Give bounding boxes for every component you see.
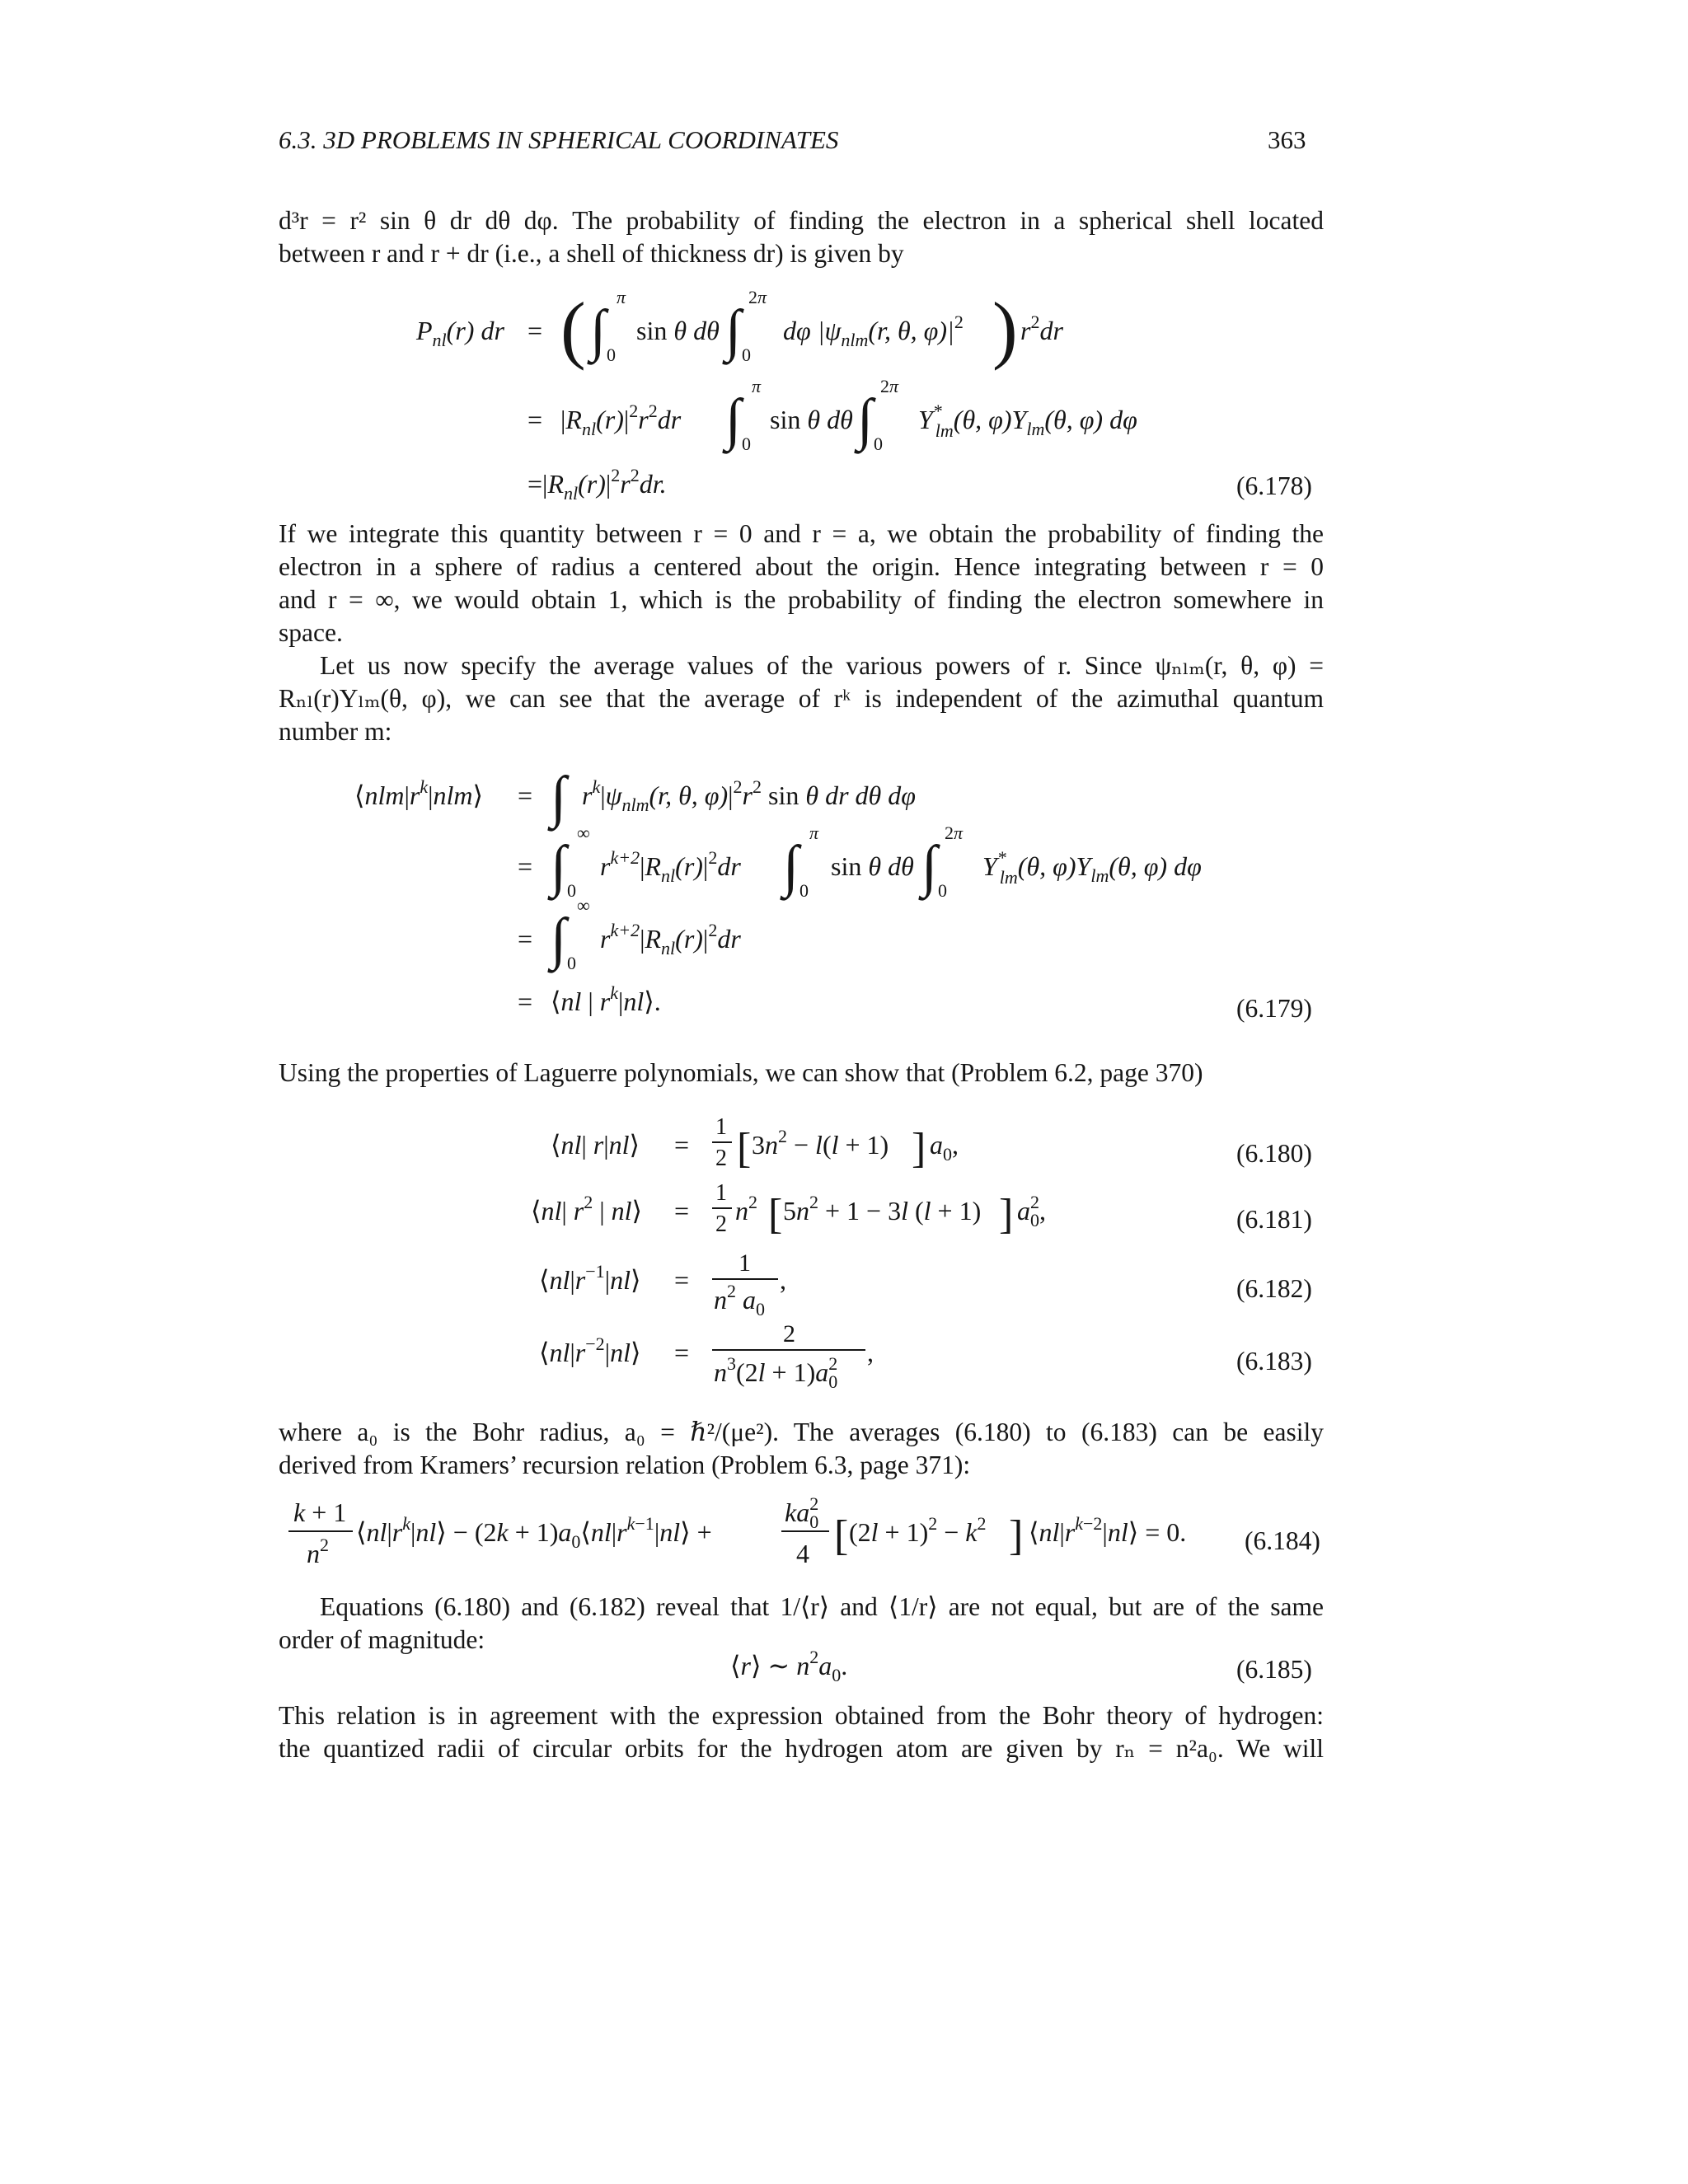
svg-text:⟨nl|r−2|nl⟩: $⟨nl|r^{-2}|nl⟩$ [539,1333,641,1367]
text-line: number m: [279,717,392,746]
svg-text:=: = [674,1196,690,1226]
svg-text:∫: ∫ [551,766,567,829]
svg-text:⟨nl|rk−2|nl⟩ = 0.: $⟨nl|r^{k-2}|nl⟩ = 0$. [1029,1513,1187,1547]
svg-text:2: 2 [715,1146,727,1171]
text-line: space. [279,618,343,647]
paragraph-bohr-radius [279,1416,1324,1482]
svg-text:∫: ∫ [921,835,938,898]
paragraph-intro [279,204,1324,270]
svg-text:2π: 2π [748,287,767,307]
text-line: Using the properties of Laguerre polynomials, we can show that (Problem 6.2, page 370) [279,1058,1203,1087]
svg-text:∫: ∫ [725,299,742,363]
svg-text:2: 2 [715,1212,727,1237]
svg-text:∫: ∫ [857,388,874,452]
svg-text:π: π [617,287,626,307]
svg-text:1: 1 [715,1180,727,1206]
equation-number: (6.183) [1236,1347,1312,1376]
svg-text:=: = [674,1265,690,1295]
svg-text:sin θ dθ: sin θ dθ [831,851,914,881]
svg-text:∫: ∫ [783,835,799,898]
svg-text:⟨r⟩ ∼ n2a0.: ⟨r⟩ ∼ $n^2a_0$. [730,1647,848,1685]
svg-text:4: 4 [796,1539,809,1568]
svg-text:=: = [518,987,533,1016]
equation-number: (6.185) [1236,1655,1312,1684]
text-line: Equations (6.180) and (6.182) reveal that 1/⟨r⟩ and ⟨1/r⟩ are not equal, but are of the same [320,1592,1324,1621]
text-line: order of magnitude: [279,1625,485,1654]
svg-text:∞: ∞ [577,823,590,843]
svg-text:∫: ∫ [551,907,567,971]
svg-text:π: π [752,376,762,396]
svg-text:0: 0 [742,434,751,454]
svg-text:=|Rnl(r)|2r2dr.: $=|R_{nl}(r)|^2r^2dr$. [528,465,667,504]
svg-text:⟨nlm|rk|nlm⟩: $⟨nlm|r^k|nlm⟩$ [354,776,483,810]
svg-text:n3(2l + 1)a20: $n^3(2l + 1)a^2$ 0 [714,1353,838,1392]
svg-text:0: 0 [938,880,947,901]
svg-text:⟨nl|r−1|nl⟩: $⟨nl|r^{-1}|nl⟩$ [539,1261,641,1295]
svg-text:(2l + 1)2 − k2: $(2l + 1)^2 - k^2$ [849,1513,987,1547]
svg-text:=: = [518,780,533,810]
equation-number: (6.180) [1236,1139,1312,1168]
svg-text:∫: ∫ [725,388,742,452]
text-line: Rₙₗ(r)Yₗₘ(θ, φ), we can see that the average of rᵏ is independent of the azimuthal quantum [279,684,1324,713]
running-header: 6.3. 3D PROBLEMS IN SPHERICAL COORDINATES [279,125,839,154]
text-line: This relation is in agreement with the expression obtained from the Bohr theory of hydrogen: [279,1701,1324,1730]
svg-text:=: = [674,1338,690,1367]
svg-text:rk|ψnlm(r, θ, φ)|2r2 sin θ dr: $r^k|\psi_{nlm}(r$, θ, $\varphi)|^2r^2$ sin θ dr dθ dφ [582,776,916,815]
svg-text:[: [ [768,1191,783,1238]
svg-text:∞: ∞ [577,895,590,916]
equations-moments-graphic [0,1096,1688,1393]
svg-text:): ) [992,287,1018,371]
svg-text:=: = [674,1130,690,1160]
text-line: and r = ∞, we would obtain 1, which is the probability of finding the electron somewhere in [279,585,1324,614]
svg-text:]: ] [999,1191,1014,1238]
text-line: between r and r + dr (i.e., a shell of thickness dr) is given by [279,239,904,268]
svg-text:⟨nl|rk|nl⟩ − (2k + 1)a0⟨nl|rk−: $⟨nl|r^k|nl⟩ - (2k$ + $1)a_0⟨nl|r^{k-1}|nl⟩$ + [356,1513,712,1552]
svg-text:⟨nl| r2 | nl⟩: ⟨nl| $r^2$ | nl⟩ [531,1192,643,1226]
svg-text:n2: $n^2$ [735,1192,757,1226]
text-line: electron in a sphere of radius a centered about the origin. Hence integrating between r = 0 [279,552,1324,581]
svg-text:=: = [528,316,543,345]
svg-text:0: 0 [799,880,809,901]
paragraph-averages [279,649,1324,748]
svg-text:n2 a0: $n^2$ $a_0$ [714,1281,765,1319]
svg-text:⟨nl | rk|nl⟩.: ⟨nl | $r^k|nl⟩$. [551,982,661,1016]
svg-text:(: ( [560,287,586,371]
svg-text:⟨nl| r|nl⟩: ⟨nl| r|nl⟩ [551,1130,640,1160]
svg-text:1: 1 [715,1114,727,1140]
svg-text:π: π [809,823,819,843]
equation-6-184-graphic [0,1492,1688,1582]
svg-text:[: [ [834,1512,849,1559]
svg-text:a20,: $a^2$ 0, [1017,1192,1046,1230]
svg-text:ka20: $ka^2$ 0 [785,1493,819,1532]
svg-text:k + 1: k + 1 [293,1497,347,1527]
svg-text:=: = [528,405,543,434]
svg-text:rk+2|Rnl(r)|2dr: $r^{k+2}|R_{nl}(r)|^2dr$ [600,847,741,886]
svg-text:0: 0 [874,434,883,454]
svg-text:2: 2 [783,1320,795,1347]
svg-text:n2: $n^2$ [307,1535,329,1568]
svg-text:2π: 2π [880,376,899,396]
text-line: the quantized radii of circular orbits for the hydrogen atom are given by rₙ = n²a₀. We will [279,1734,1324,1763]
page-number: 363 [1268,125,1306,154]
svg-text:Pnl(r) dr: $P_{nl}(r)$ dr [416,316,504,350]
svg-text:]: ] [912,1125,926,1172]
svg-text:r2dr: $r^2dr$ [1020,312,1063,345]
svg-text:,: , [867,1338,874,1367]
equation-number: (6.184) [1245,1526,1320,1555]
text-line: derived from Kramers’ recursion relation (Problem 6.3, page 371): [279,1451,971,1479]
svg-text:3n2 − l(l + 1): $3n^2 - l(l + 1)$ [752,1126,889,1160]
equation-number: (6.181) [1236,1205,1312,1234]
text-line: where a₀ is the Bohr radius, a₀ = ℏ²/(μe²). The averages (6.180) to (6.183) can be easily [279,1418,1324,1446]
svg-text:Y*lm(θ, φ)Ylm(θ, φ) dφ: Y* lm(θ, $\varphi)Y_{lm}(\theta$, φ) dφ [918,401,1137,441]
svg-text:0: 0 [607,344,616,365]
paragraph-bohr-theory [279,1699,1324,1765]
paragraph-probability [279,518,1324,649]
text-line: Let us now specify the average values of the various powers of r. Since ψₙₗₘ(r, θ, φ) = [320,651,1324,680]
svg-text:2π: 2π [945,823,964,843]
svg-text:[: [ [737,1125,752,1172]
svg-text:1: 1 [738,1249,751,1277]
svg-text:|Rnl(r)|2r2dr: $|R_{nl}(r)|^2r^2dr$ [560,401,682,439]
equation-6-178-graphic [0,264,1688,527]
equation-6-179-graphic [0,758,1688,1030]
svg-text:]: ] [1009,1512,1024,1559]
svg-text:dφ |ψnlm(r, θ, φ)|2: dφ $|\psi_{nlm}(r$, θ, $\varphi)|^2$ [783,312,964,350]
svg-text:0: 0 [567,880,576,901]
svg-text:sin θ dθ: sin θ dθ [770,405,853,434]
text-line: If we integrate this quantity between r = 0 and r = a, we obtain the probability of finding the [279,519,1324,548]
svg-text:∫: ∫ [590,299,607,363]
svg-text:,: , [780,1265,786,1295]
svg-text:=: = [518,924,533,954]
svg-text:sin θ dθ: sin θ dθ [636,316,720,345]
equation-number: (6.179) [1236,994,1312,1023]
equation-6-185-graphic [0,1643,1688,1693]
svg-text:0: 0 [742,344,751,365]
text-line: d³r = r² sin θ dr dθ dφ. The probability of finding the electron in a spherical shell located [279,206,1324,235]
svg-text:5n2 + 1 − 3l (l + 1): $5n^2 + 1 - 3l$ (l + 1) [783,1192,982,1226]
equation-number: (6.178) [1236,471,1312,500]
svg-text:=: = [518,851,533,881]
svg-text:a0,: $a_0$, [930,1130,959,1165]
paragraph-laguerre [279,1057,1324,1090]
equation-number: (6.182) [1236,1274,1312,1303]
svg-text:Y*lm(θ, φ)Ylm(θ, φ) dφ: Y* lm(θ, $\varphi)Y_{lm}(\theta$, φ) dφ [982,847,1202,888]
svg-text:∫: ∫ [551,835,567,898]
svg-text:0: 0 [567,953,576,973]
svg-text:rk+2|Rnl(r)|2dr: $r^{k+2}|R_{nl}(r)|^2dr$ [600,920,741,958]
